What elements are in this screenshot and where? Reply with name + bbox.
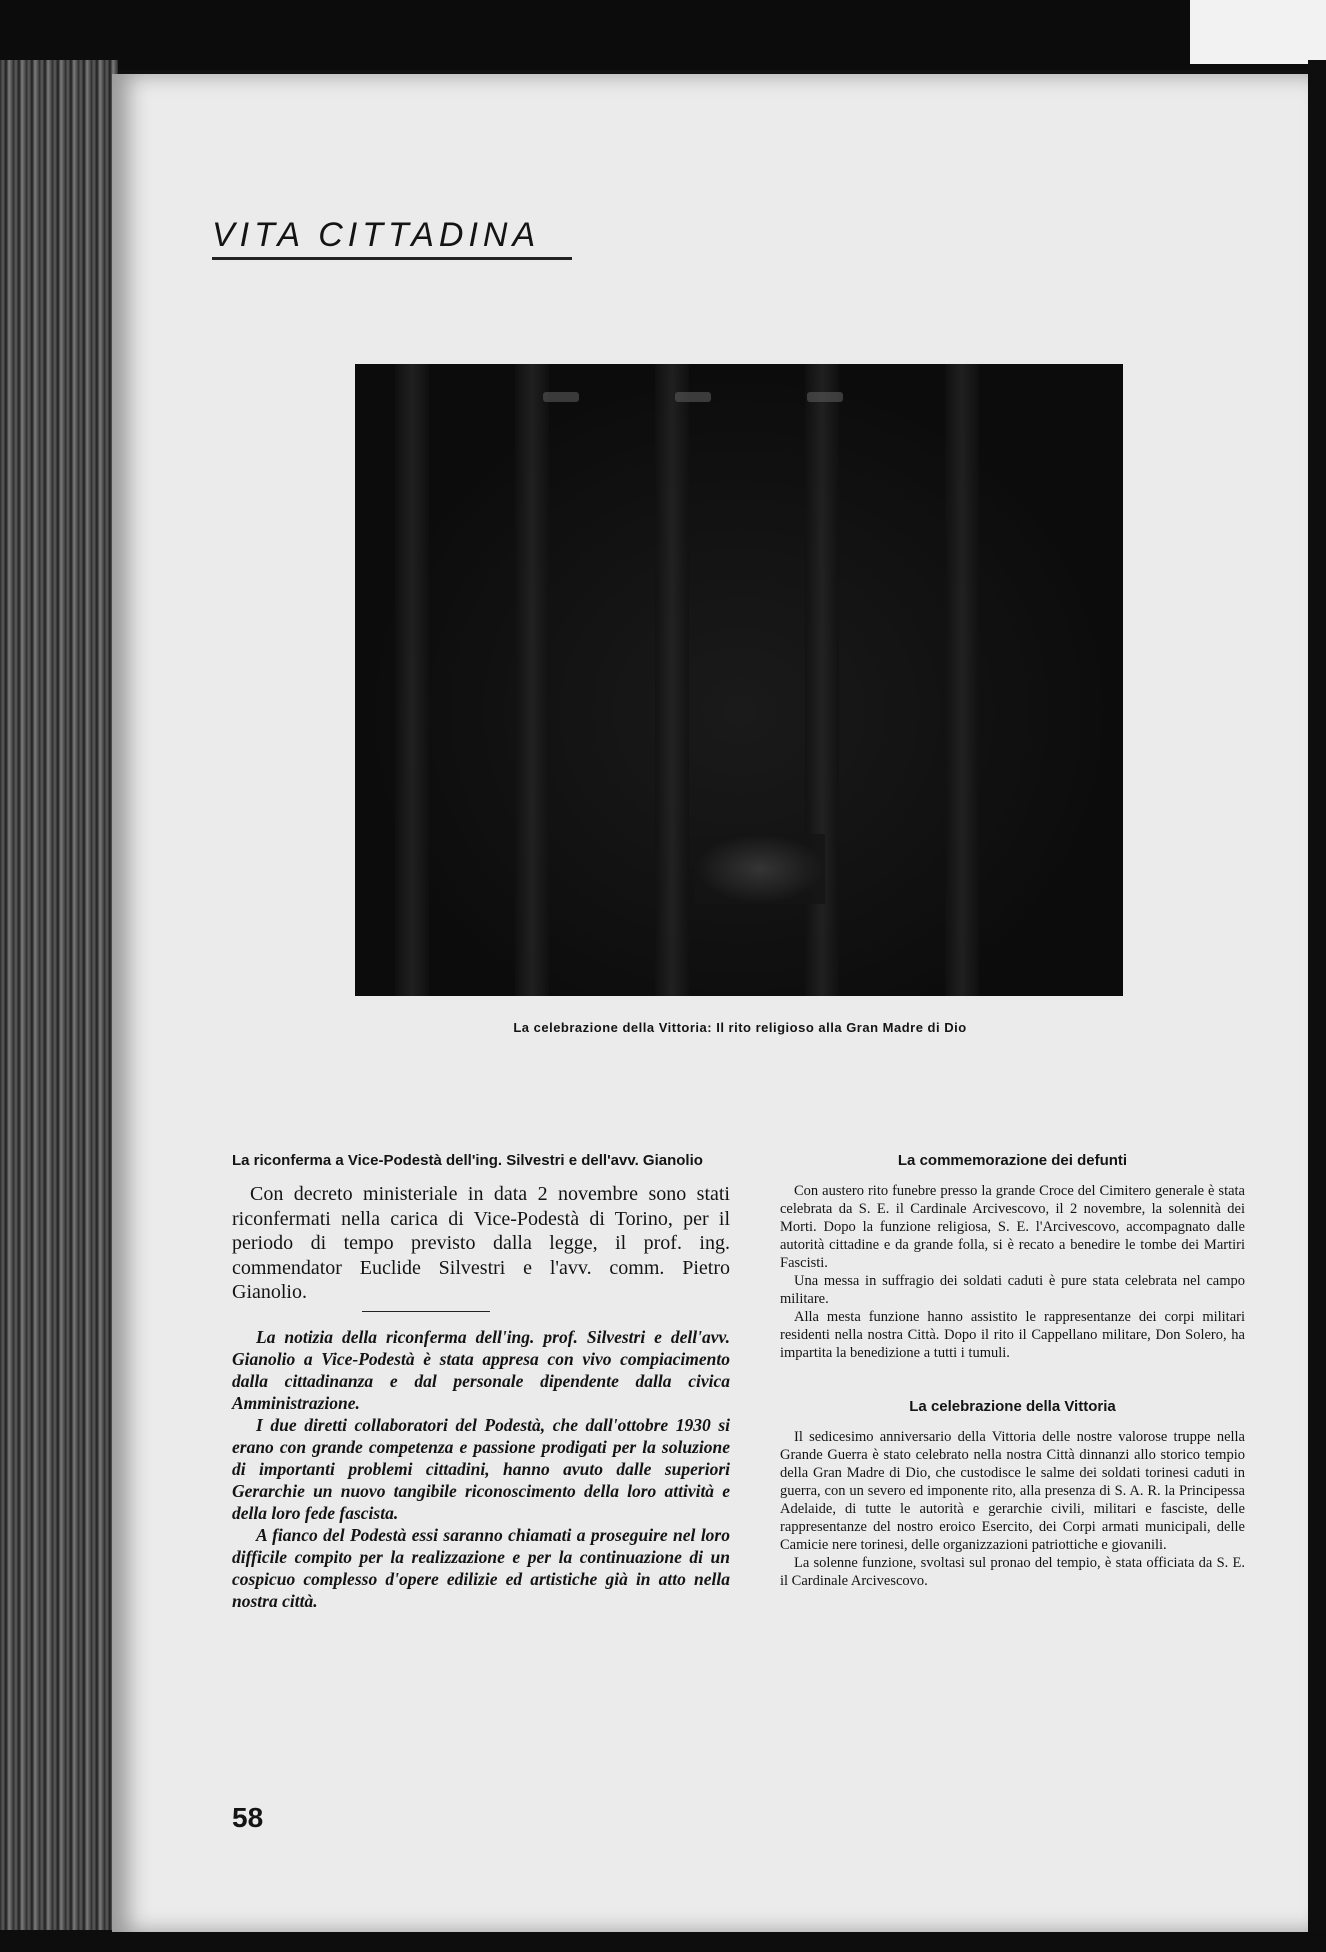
scan-bottom-border xyxy=(0,1930,1326,1952)
comment-paragraph: La notizia della riconferma dell'ing. prof. Silvestri e dell'avv. Gianolio a Vice-Podestà è stata appresa con vivo compiacimento dalla cittadinanza e dal personale dipendente dalla civica Amministrazione. xyxy=(232,1326,730,1413)
article-headline-vittoria: La celebrazione della Vittoria xyxy=(909,1398,1116,1415)
scan-top-border xyxy=(0,0,1326,70)
article-paragraph: La solenne funzione, svoltasi sul pronao del tempio, è stata officiata da S. E. il Cardinale Arcivescovo. xyxy=(780,1555,1245,1589)
article-headline-defunti: La commemorazione dei defunti xyxy=(897,1152,1128,1169)
photo-column xyxy=(655,364,689,996)
section-title: VITA CITTADINA xyxy=(212,216,572,260)
page-number: 58 xyxy=(232,1802,264,1833)
photo-capital xyxy=(675,392,711,402)
article-paragraph: Il sedicesimo anniversario della Vittoria delle nostre valorose truppe nella Grande Guerra è stato celebrato nella nostra Città dinnanzi allo storico tempio della Gran Madre di Dio, che custodisce le salme dei soldati torinesi caduti in guerra, con un severo ed imponente rito, alla presenza di S. A. R. la Principessa Adelaide, di tutte le autorità e gerarchie civili, militari e fasciste, delle rappresentanze del nostro eroico Esercito, dei Corpi armati municipali, delle Camicie nere torinesi, delle organizzazioni patriottiche e giovanili. xyxy=(780,1429,1245,1553)
page-sheet xyxy=(112,74,1308,1932)
scan-corner xyxy=(1190,0,1326,64)
photo-column xyxy=(945,364,979,996)
article-paragraph: Alla mesta funzione hanno assistito le rappresentanze dei corpi militari residenti nella nostra Città. Dopo il rito il Cappellano militare, Don Solero, ha impartita la benedizione a tutti i tumuli. xyxy=(780,1309,1245,1361)
photo-gran-madre-di-dio xyxy=(355,364,1123,996)
article-body-riconferma: Con decreto ministeriale in data 2 novembre sono stati riconfermati nella carica di Vice-Podestà di Torino, per il periodo di tempo previsto dalla legge, il prof. ing. commendator Euclide Silvestri e l'avv. comm. Pietro Gianolio. xyxy=(232,1183,730,1303)
divider-rule xyxy=(362,1311,490,1312)
photo-capital xyxy=(807,392,843,402)
book-spine xyxy=(0,60,118,1952)
left-column xyxy=(232,1150,730,1612)
photo-figures xyxy=(695,834,825,904)
scan-right-border xyxy=(1308,60,1326,1952)
photo-column xyxy=(515,364,549,996)
photo-column xyxy=(395,364,429,996)
photo-capital xyxy=(543,392,579,402)
article-paragraph: Una messa in suffragio dei soldati caduti è pure stata celebrata nel campo militare. xyxy=(780,1273,1245,1307)
right-column xyxy=(780,1150,1245,1590)
article-paragraph: Con austero rito funebre presso la grande Croce del Cimitero generale è stata celebrata da S. E. il Cardinale Arcivescovo, il 2 novembre, la solennità dei Morti. Dopo la funzione religiosa, S. E. l'Arcivescovo, accompagnato dalle autorità cittadine e da grande folla, si è recato a benedire le tombe dei Martiri Fascisti. xyxy=(780,1183,1245,1271)
article-gap xyxy=(780,1362,1245,1396)
comment-paragraph: A fianco del Podestà essi saranno chiamati a proseguire nel loro difficile compito per la realizzazione e per la continuazione di un cospicuo complesso d'opere edilizie ed artistiche già in atto nella nostra città. xyxy=(232,1524,730,1611)
comment-paragraph: I due diretti collaboratori del Podestà, che dall'ottobre 1930 si erano con grande competenza e passione prodigati per la soluzione di importanti problemi cittadini, hanno avuto dalle superiori Gerarchie un nuovo tangibile riconoscimento della loro attività e della loro fede fascista. xyxy=(232,1414,730,1523)
photo-caption: La celebrazione della Vittoria: Il rito religioso alla Gran Madre di Dio xyxy=(513,1020,967,1035)
article-headline-riconferma: La riconferma a Vice-Podestà dell'ing. Silvestri e dell'avv. Gianolio xyxy=(232,1152,703,1169)
